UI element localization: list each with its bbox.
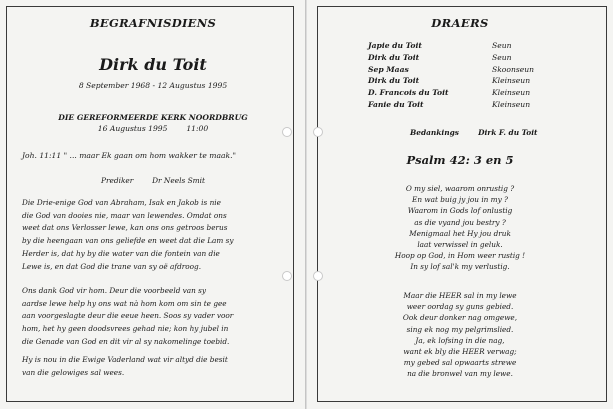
- bearer-relation: Kleinseun: [492, 99, 531, 109]
- paragraph-3: [22, 354, 284, 379]
- bearer-name: Sep Maas: [368, 64, 409, 74]
- thanks-name: Dirk F. du Toit: [478, 128, 538, 137]
- psalm-title: Psalm 42: 3 en 5: [406, 153, 514, 167]
- poem-line: laat verwissel in geluk.: [417, 240, 503, 250]
- scripture-verse: Joh. 11:11 " ... maar Ek gaan om hom wakker te maak.": [22, 151, 237, 160]
- bearer-name: Dirk du Toit: [368, 52, 420, 62]
- poem-line: as die vyand jou bestry ?: [414, 217, 506, 227]
- paragraph-line: die God van dooies nie, maar van lewendes. Omdat ons: [22, 210, 227, 220]
- poem-line: O my siel, waarom onrustig ?: [405, 184, 515, 193]
- list-item: [368, 99, 558, 111]
- deceased-name: Dirk du Toit: [99, 55, 207, 74]
- list-item: [368, 75, 558, 87]
- poem-line: In sy lof sal'k my verlustig.: [410, 262, 510, 272]
- poem-line: Hoop op God, in Hom weer rustig !: [394, 251, 526, 261]
- paragraph-line: hom, het hy geen doodsvrees gehad nie; kon hy jubel in: [22, 324, 229, 334]
- paragraph-line: die Genade van God en dit vir al sy nakomelinge toebid.: [22, 336, 230, 346]
- paragraph-line: aardse lewe help hy ons wat nà hom kom om sin te gee: [22, 298, 227, 308]
- bearer-relation: Seun: [492, 41, 512, 50]
- service-datetime: [0, 124, 306, 133]
- bearer-relation: Kleinseun: [492, 76, 531, 86]
- paragraph-line: Lewe is, en dat God die trane van sy oë afdroog.: [22, 261, 202, 271]
- list-item: [368, 87, 558, 99]
- poem-line: want ek bly die HEER verwag;: [403, 347, 517, 357]
- paragraph-line: van die gelowiges sal wees.: [22, 367, 125, 377]
- bearer-name: Dirk du Toit: [368, 76, 420, 86]
- life-dates: 8 September 1968 - 12 Augustus 1995: [78, 81, 228, 90]
- paragraph-1: [22, 197, 284, 273]
- preacher-label: Prediker: [100, 176, 134, 185]
- service-date: 16 Augustus 1995: [97, 124, 168, 133]
- bearers-title: DRAERS: [431, 16, 489, 30]
- bearer-name: Fanie du Toit: [368, 99, 424, 109]
- paragraph-line: by die heengaan van ons geliefde en weet dat die Lam sy: [22, 236, 234, 246]
- poem-line: Maar die HEER sal in my lewe: [403, 291, 517, 300]
- preacher-name: Dr Neels Smit: [152, 176, 205, 185]
- bearer-relation: Skoonseun: [492, 64, 535, 74]
- psalm-stanza-2: [307, 290, 613, 380]
- poem-line: Ook deur donker nag omgewe,: [402, 313, 518, 323]
- thanks-label: Bedankings: [410, 128, 459, 137]
- paragraph-line: aan voorgeslagte deur die eeue heen. Soos sy vader voor: [22, 311, 234, 321]
- bearer-relation: Kleinseun: [492, 88, 531, 98]
- acknowledgements: [410, 128, 537, 137]
- bearer-relation: Seun: [492, 52, 512, 62]
- paragraph-line: Ons dank God vir hom. Deur die voorbeeld van sy: [22, 286, 207, 295]
- psalm-stanza-1: [307, 183, 613, 273]
- bearers-list: [368, 40, 558, 111]
- paragraph-line: Hy is nou in die Ewige Vaderland wat vir altyd die besit: [22, 355, 228, 364]
- poem-line: Ja, ek lofsing in die nag,: [415, 335, 505, 345]
- paragraph-line: weet dat ons Verlosser lewe, kan ons ons getroos berus: [22, 223, 228, 233]
- poem-line: na die bronwel van my lewe.: [407, 369, 513, 379]
- paragraph-2: [22, 285, 284, 349]
- bearer-name: Japie du Toit: [368, 41, 422, 50]
- preacher: [0, 176, 306, 185]
- poem-line: sing ek nog my pelgrimslied.: [406, 324, 514, 334]
- list-item: [368, 52, 558, 64]
- binding-ring-icon: [313, 127, 323, 137]
- poem-line: weer oordag sy guns gebied.: [406, 302, 514, 312]
- list-item: [368, 40, 558, 52]
- church-name: DIE GEREFORMEERDE KERK NOORDBRUG: [58, 113, 248, 122]
- service-title: BEGRAFNISDIENS: [89, 16, 217, 30]
- list-item: [368, 64, 558, 76]
- poem-line: my gebed sal opwaarts strewe: [403, 358, 517, 368]
- service-time: 11:00: [186, 124, 209, 133]
- poem-line: En wat buig jy jou in my ?: [412, 195, 508, 205]
- paragraph-line: Die Drie-enige God van Abraham, Isak en Jakob is nie: [22, 198, 221, 207]
- poem-line: Waarom in Gods lof onlustig: [407, 206, 513, 216]
- paragraph-line: Herder is, dat hy by die water van die fontein van die: [22, 248, 220, 258]
- bearer-name: D. Francois du Toit: [368, 88, 449, 98]
- poem-line: Menigmaal het Hy jou druk: [409, 228, 511, 238]
